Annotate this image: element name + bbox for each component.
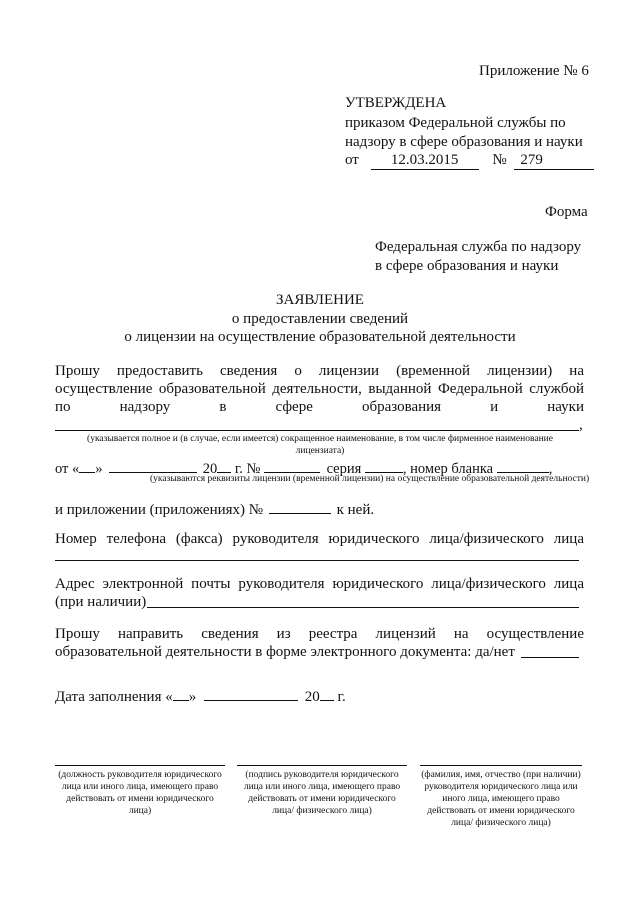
approval-from-label: от — [345, 152, 359, 168]
approval-date: 12.03.2015 — [371, 151, 479, 170]
electronic-request-line-1: Прошу направить сведения из реестра лицензий на осуществление — [55, 626, 584, 642]
addressee-line-2: в сфере образования и науки — [375, 258, 559, 274]
license-number-field[interactable] — [264, 458, 320, 473]
email-label-line-1: Адрес электронной почты руководителя юридического лица/физического лица — [55, 576, 584, 592]
fill-date-row — [55, 686, 346, 706]
fill-year-field[interactable] — [320, 686, 334, 701]
license-row-comma: , — [548, 461, 553, 477]
approval-number-sign: № — [492, 152, 507, 168]
fill-year-prefix: 20 — [304, 689, 320, 705]
fill-day-close: » — [188, 689, 197, 705]
attachments-row — [55, 499, 374, 519]
document-title: ЗАЯВЛЕНИЕ — [276, 292, 364, 308]
approval-heading: УТВЕРЖДЕНА — [345, 95, 447, 111]
request-line-2: осуществление образовательной деятельности, выданной Федеральной службой — [55, 381, 584, 397]
email-field[interactable] — [147, 607, 579, 608]
license-number-label: г. № — [234, 461, 261, 477]
addressee-line-1: Федеральная служба по надзору — [375, 239, 582, 255]
document-subtitle-1: о предоставлении сведений — [231, 311, 409, 327]
license-blank-field[interactable] — [497, 458, 549, 473]
hint-license-details: (указываются реквизиты лицензии (временной лицензии) на осуществление образовательной деятельности) — [150, 474, 590, 484]
license-year-prefix: 20 — [202, 461, 218, 477]
document-subtitle-2: о лицензии на осуществление образовательной деятельности — [124, 329, 516, 345]
approval-number: 279 — [514, 151, 594, 170]
approval-date-row — [345, 151, 594, 170]
licensee-name-comma: , — [579, 417, 583, 433]
license-day-close: » — [95, 461, 103, 477]
attachments-label: и приложении (приложениях) № — [55, 502, 264, 518]
license-day-field[interactable] — [79, 458, 95, 473]
hint-licensee-name-2: лицензиата) — [295, 446, 345, 456]
signature-caption: (подпись руководителя юридического лица или иного лица, имеющего право действовать от имени юридического лица/ физического лица) — [243, 770, 401, 816]
signature-line[interactable] — [237, 765, 407, 766]
request-line-3 — [55, 398, 584, 416]
attachments-number-field[interactable] — [269, 499, 331, 514]
form-label: Форма — [545, 204, 588, 220]
electronic-choice-field[interactable] — [521, 657, 579, 658]
full-name-caption: (фамилия, имя, отчество (при наличии) руководителя юридического лица или иного лица, имеющего право действовать от имени юридического лица/ физического лица) — [421, 770, 581, 828]
license-month-field[interactable] — [109, 458, 197, 473]
request-line-3-text: по надзору в сфере образования и науки — [55, 399, 584, 415]
attachments-suffix: к ней. — [336, 502, 375, 518]
license-year-field[interactable] — [217, 458, 231, 473]
license-blank-label: , номер бланка — [402, 461, 494, 477]
license-from-label: от « — [55, 461, 80, 477]
full-name-line[interactable] — [420, 765, 582, 766]
licensee-name-field[interactable] — [55, 430, 579, 431]
email-label-line-2: (при наличии) — [55, 594, 147, 610]
position-caption: (должность руководителя юридического лица или иного лица, имеющего право действовать от имени юридического лица) — [58, 770, 222, 816]
approval-line-1: приказом Федеральной службы по — [345, 115, 566, 131]
fill-year-g: г. — [337, 689, 346, 705]
fill-month-field[interactable] — [204, 686, 298, 701]
license-series-field[interactable] — [365, 458, 403, 473]
electronic-request-line-2: образовательной деятельности в форме электронного документа: да/нет — [55, 644, 515, 660]
fill-day-field[interactable] — [173, 686, 189, 701]
hint-licensee-name-1: (указывается полное и (в случае, если имеется) сокращенное наименование, в том числе фирменное наименование — [87, 434, 553, 444]
license-series-label: серия — [326, 461, 362, 477]
approval-line-2: надзору в сфере образования и науки — [345, 134, 583, 150]
phone-field[interactable] — [55, 560, 579, 561]
appendix-label: Приложение № 6 — [479, 63, 589, 79]
fill-date-label: Дата заполнения « — [55, 689, 173, 705]
request-line-1: Прошу предоставить сведения о лицензии (временной лицензии) на — [55, 363, 584, 379]
position-signature-line[interactable] — [55, 765, 225, 766]
phone-label: Номер телефона (факса) руководителя юридического лица/физического лица — [55, 531, 584, 547]
